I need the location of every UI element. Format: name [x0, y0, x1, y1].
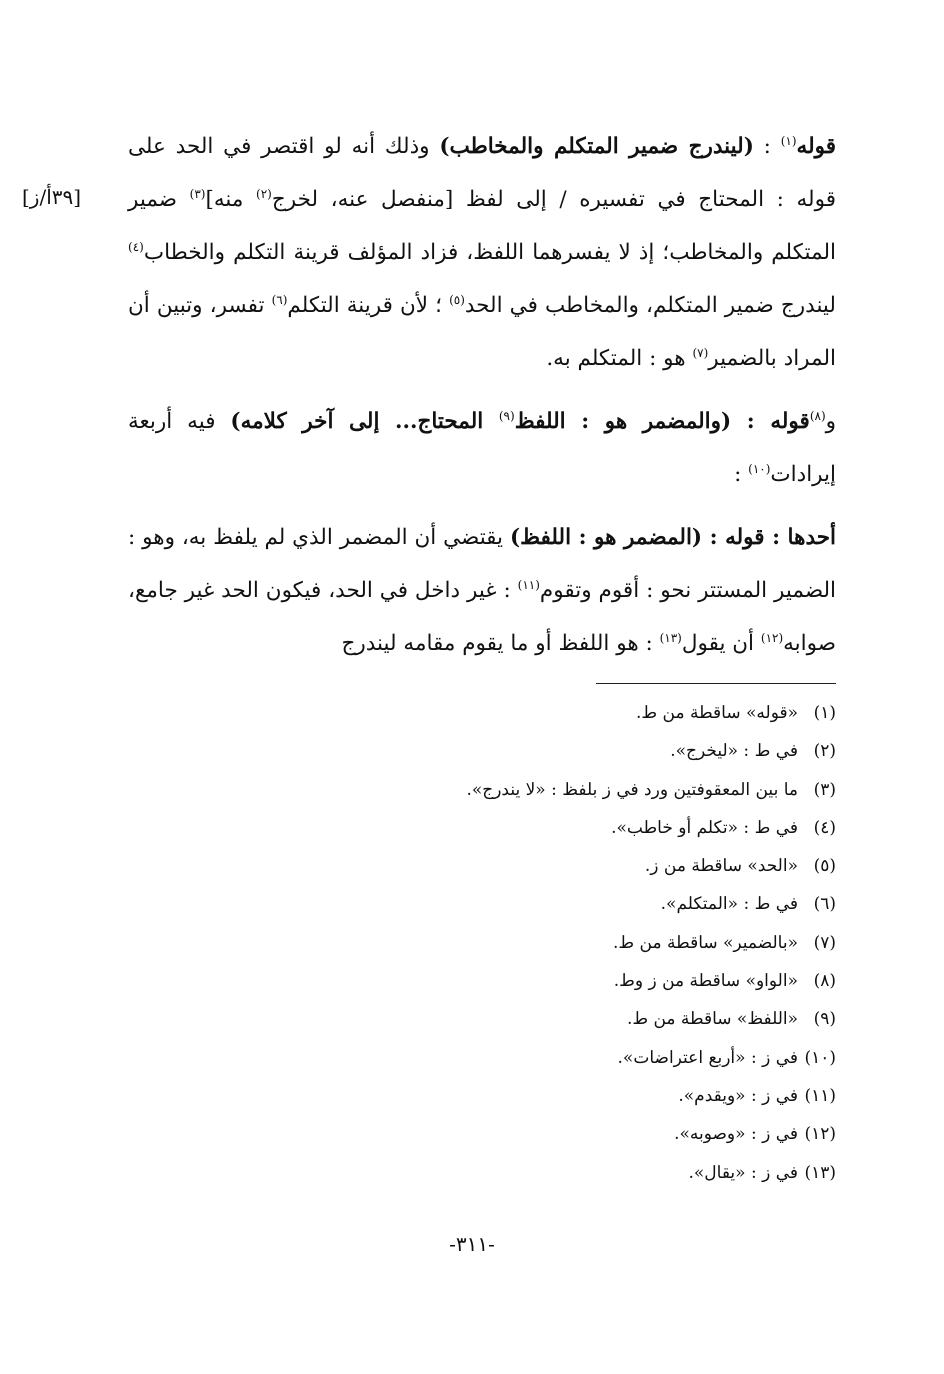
text-run: و [825, 409, 837, 434]
footnotes [128, 694, 836, 1192]
footnote-number: (٩) [813, 1009, 836, 1030]
footnote-number: (٥) [813, 856, 836, 877]
manuscript-folio-reference: [٣٩أ/ز] [22, 185, 82, 209]
footnote-text: في ز : «يقال». [688, 1162, 798, 1183]
footnote-number: (٣) [813, 779, 836, 800]
footnote [128, 694, 836, 732]
footnote-number: (١٢) [804, 1124, 836, 1145]
text-run: هو : المتكلم به. [546, 346, 693, 371]
footnote-text: في ط : «المتكلم». [660, 894, 798, 915]
footnote [128, 885, 836, 923]
footnote-number: (١٣) [804, 1162, 836, 1183]
footnote-text: «الواو» ساقطة من ز وط. [613, 971, 798, 992]
text-run: ؛ لأن قرينة التكلم [287, 293, 450, 318]
footnote [128, 1000, 836, 1038]
footnote-reference: (١١) [517, 577, 540, 592]
bold-text: قوله [796, 134, 837, 159]
footnote-text: في ز : «وصوبه». [674, 1124, 798, 1145]
paragraph [128, 511, 836, 670]
footnote [128, 924, 836, 962]
bold-text: المحتاج... إلى آخر كلامه) [230, 409, 499, 434]
text-run: فيه أربعة إيرادات [128, 409, 836, 487]
footnote-text: في ز : «أربع اعتراضات». [617, 1047, 798, 1068]
footnote [128, 1039, 836, 1077]
footnote [128, 732, 836, 770]
footnote-reference: (٤) [128, 239, 144, 254]
text-run: : هو اللفظ أو ما يقوم مقامه ليندرج [341, 631, 660, 656]
footnote-reference: (١) [780, 133, 797, 148]
text-run: ضمير المتكلم والمخاطب؛ إذ لا يفسرهما اللفظ، فزاد المؤلف قرينة التكلم والخطاب [128, 187, 836, 265]
footnote-number: (١٠) [804, 1047, 836, 1068]
text-run: منه] [205, 187, 257, 212]
footnote-reference: (٩) [498, 408, 515, 423]
footnote [128, 1154, 836, 1192]
text-run: تفسر، وتبين أن المراد بالضمير [128, 293, 836, 371]
text-run: ليندرج ضمير المتكلم، والمخاطب في الحد [464, 293, 836, 318]
footnote-text: «بالضمير» ساقطة من ط. [613, 932, 798, 953]
footnote-number: (١١) [804, 1085, 836, 1106]
footnote-reference: (١٢) [760, 630, 784, 645]
page-number: -٣١١- [449, 1232, 495, 1256]
footnote [128, 847, 836, 885]
footnote-text: في ط : «تكلم أو خاطب». [611, 817, 798, 838]
footnote-number: (٧) [813, 932, 836, 953]
footnote-text: «اللفظ» ساقطة من ط. [626, 1009, 798, 1030]
footnote-reference: (١٣) [659, 630, 682, 645]
text-run: أن يقول [681, 631, 761, 656]
footnote-text: «قوله» ساقطة من ط. [636, 703, 798, 723]
footnote-reference: (٦) [271, 292, 288, 307]
footnote-text: «الحد» ساقطة من ز. [644, 856, 798, 877]
main-text [128, 120, 836, 670]
bold-text: (ليندرج ضمير المتكلم والمخاطب) [439, 134, 754, 159]
footnote [128, 962, 836, 1000]
footnote-reference: (٥) [449, 292, 465, 307]
footnote-reference: (٢) [256, 186, 272, 201]
text-run: يقتضي أن المضمر الذي لم يلفظ به، وهو : الضمير المستتر نحو : أقوم وتقوم [128, 525, 836, 603]
footnote-number: (١) [813, 703, 836, 723]
footnote [128, 1115, 836, 1153]
bold-text: قوله : (والمضمر هو : اللفظ [514, 409, 810, 434]
paragraph [128, 120, 836, 385]
paragraph [128, 395, 836, 501]
footnote [128, 809, 836, 847]
footnote-text: في ز : «ويقدم». [678, 1085, 798, 1106]
footnote-number: (٤) [813, 817, 836, 838]
bold-text: أحدها : قوله : (المضمر هو : اللفظ) [509, 525, 836, 550]
footnote-separator [596, 683, 836, 684]
footnote-reference: (٧) [692, 345, 709, 360]
footnote-number: (٨) [813, 971, 836, 992]
footnote-number: (٦) [813, 894, 836, 915]
footnote-text: في ط : «ليخرج». [670, 741, 798, 762]
footnote [128, 771, 836, 809]
text-run: : [734, 462, 749, 487]
text-run: : [753, 134, 781, 159]
footnote-reference: (٨) [809, 408, 826, 423]
footnote-number: (٢) [813, 741, 836, 762]
footnote-text: ما بين المعقوفتين ورد في ز بلفظ : «لا يندرج». [466, 779, 798, 800]
text-run: : غير داخل في الحد، فيكون الحد غير جامع، صوابه [128, 578, 836, 656]
footnote [128, 1077, 836, 1115]
footnote-reference: (١٠) [748, 461, 771, 476]
text-run: وذلك أنه لو اقتصر في الحد على قوله : المحتاج في تفسيره / إلى لفظ [منفصل عنه، لخرج [128, 134, 836, 212]
footnote-reference: (٣) [189, 186, 206, 201]
